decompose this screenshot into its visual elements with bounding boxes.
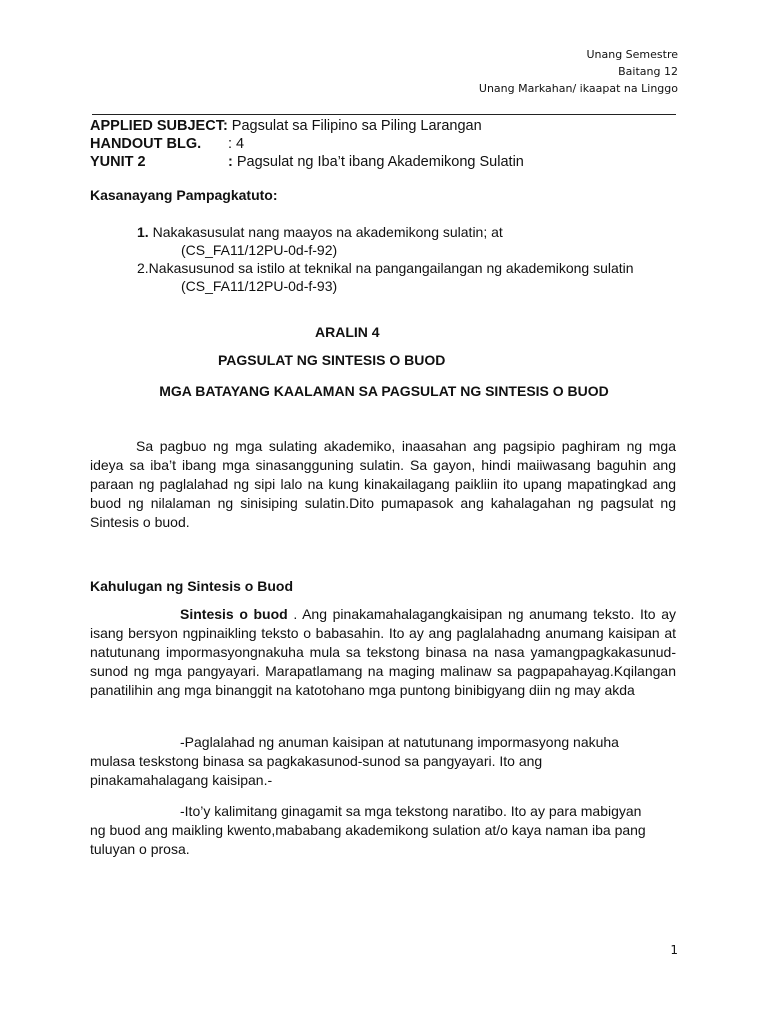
page-number: 1 [670, 943, 678, 957]
document-header [479, 46, 678, 97]
competency-item-2-text: 2.Nakasusunod sa istilo at teknikal na pangangailangan ng akademikong sulatin [137, 260, 634, 276]
unit-colon: : [228, 154, 233, 170]
header-quarter-week: Unang Markahan/ ikaapat na Linggo [478, 82, 678, 95]
header-semester: Unang Semestre [586, 48, 678, 61]
unit-row [90, 153, 524, 171]
lesson-label: ARALIN 4 [315, 324, 380, 340]
subject-row [90, 117, 482, 135]
definition-paragraph-3: -Ito’y kalimitang ginagamit sa mga tekstong naratibo. Ito ay para mabigyan ng buod ang maikling kwento,mababang akademikong sulation at/o kaya naman iba pang tuluyan o prosa. [90, 803, 646, 857]
competency-item-2-code: (CS_FA11/12PU-0d-f-93) [181, 278, 338, 294]
unit-value: Pagsulat ng Iba’t ibang Akademikong Sulatin [232, 154, 524, 170]
lesson-title: PAGSULAT NG SINTESIS O BUOD [218, 352, 446, 368]
header-grade: Baitang 12 [618, 65, 678, 78]
competency-item-1-code: (CS_FA11/12PU-0d-f-92) [181, 242, 338, 258]
definition-paragraph-1 [90, 605, 676, 700]
intro-paragraph: Sa pagbuo ng mga sulating akademiko, inaasahan ang pagsipio paghiram ng mga ideya sa iba’t ibang mga sinasangguning sulatin. Sa gayon, hindi maiiwasang baguhin ang paraan ng paglalahad ng sipi lalo na kung kinakailagang paikliin ito upang mapatingkad ang buod ng nilalaman ng sinisiping sulatin.Dito pumapasok ang kahalagahan ng pagsulat ng Sintesis o buod. [90, 438, 676, 530]
handout-label: HANDOUT BLG. [90, 136, 202, 152]
handout-row [90, 135, 244, 153]
header-divider [92, 114, 676, 115]
definition-heading: Kahulugan ng Sintesis o Buod [90, 578, 293, 594]
competency-item-1 [137, 223, 503, 241]
definition-term: Sintesis o buod [180, 606, 288, 622]
subject-value: Pagsulat sa Filipino sa Piling Larangan [227, 118, 482, 134]
competency-item-1-text: Nakakasusulat nang maayos na akademikong sulatin; at [148, 224, 503, 240]
unit-label: YUNIT 2 [90, 154, 146, 170]
competency-heading: Kasanayang Pampagkatuto: [90, 187, 278, 203]
handout-value: : 4 [228, 136, 245, 152]
definition-text: . Ang pinakamahalagangkaisipan ng anumang teksto. Ito ay isang bersyon ngpinaikling teksto o babasahin. Ito ay ang paglalahadng anumang kaisipan at natutunang impormasyongnakuha mula sa tekstong binasa na nasa yamangpagkakasunud-sunod ng mga pangyayari. Marapatlamang na maging malinaw sa pagpapahayag.Kqilangan panatilihin ang mga binanggit na katotohano mga puntong binibigyang diin ng may akda [90, 606, 677, 698]
lesson-subtitle: MGA BATAYANG KAALAMAN SA PAGSULAT NG SINTESIS O BUOD [159, 383, 609, 399]
subject-label: APPLIED SUBJECT: [90, 118, 228, 134]
definition-paragraph-2: -Paglalahad ng anuman kaisipan at natutunang impormasyong nakuha mulasa teskstong binasa sa pagkakasunod-sunod sa pangyayari. Ito ang pinakamahalagang kaisipan.- [90, 734, 619, 788]
competency-item-1-number: 1. [137, 224, 149, 240]
